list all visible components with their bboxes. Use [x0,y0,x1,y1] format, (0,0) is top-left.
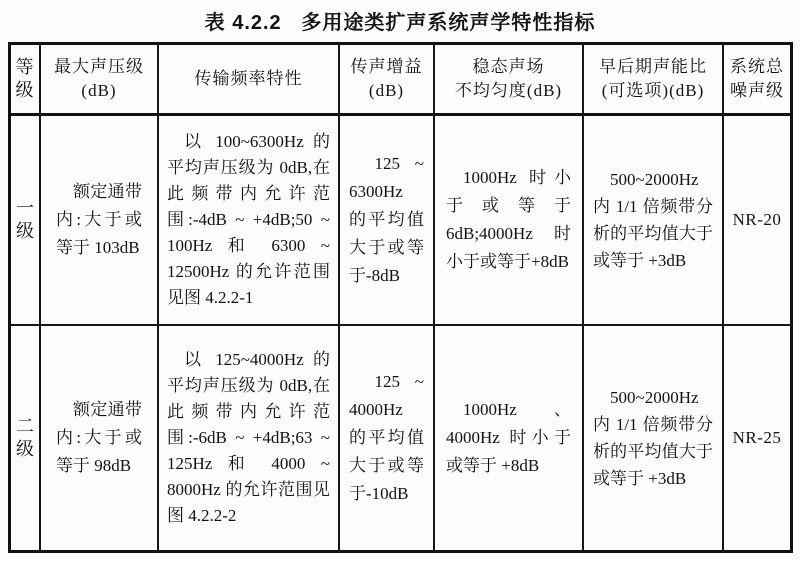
header-cell-freq-response: 传输频率特性 [159,45,340,116]
cell-system-noise-2: NR-25 [732,428,782,447]
cell-freq-response-2: 以 125~4000Hz 的平均声压级为 0dB,在此频带内允许范围:-6dB ~ +4dB;63 ~ 125Hz 和 4000 ~ 8000Hz 的允许范围见图 4.2.2-2 [159,326,340,550]
header-cell-grade [11,45,41,116]
cell-early-late-ratio-2: 500~2000Hz 内 1/1 倍频带分析的平均值大于或等于 +3dB [584,326,724,550]
table-title: 表 4.2.2 多用途类扩声系统声学特性指标 [204,12,596,34]
cell-gain-2: 125 ~ 4000Hz 的平均值大于或等于-10dB [340,326,435,550]
header-grade-line2: 级 [15,80,35,100]
cell-early-late-ratio-1: 500~2000Hz 内 1/1 倍频带分析的平均值大于或等于 +3dB [584,116,724,326]
cell-uniformity-1: 1000Hz 时小于或等于 6dB;4000Hz 时小于或等于+8dB [435,116,584,326]
cell-freq-response-1: 以 100~6300Hz 的平均声压级为 0dB,在此频带内允许范围:-4dB ~ +4dB;50 ~ 100Hz 和 6300 ~ 12500Hz 的允许范围见图 4.2.2-1 [159,116,340,326]
cell-max-spl-2: 额定通带内:大于或等于 98dB [41,326,159,550]
header-cell-system-noise: 系统总 噪声级 [724,45,790,116]
header-cell-early-late-ratio: 早后期声能比 (可选项)(dB) [584,45,724,116]
header-cell-gain: 传声增益 (dB) [340,45,435,116]
cell-gain-1: 125 ~ 6300Hz 的平均值大于或等于-8dB [340,116,435,326]
header-cell-max-spl: 最大声压级 (dB) [41,45,159,116]
cell-uniformity-2: 1000Hz、4000Hz 时小于或等于 +8dB [435,326,584,550]
cell-max-spl-1: 额定通带内:大于或等于 103dB [41,116,159,326]
cell-grade-1: 一 级 [11,116,41,326]
acoustic-characteristics-table [8,42,793,553]
header-grade-line1: 等 [15,57,35,77]
cell-system-noise-1: NR-20 [724,116,790,326]
header-cell-uniformity: 稳态声场 不均匀度(dB) [435,45,584,116]
cell-grade-2: 二 级 [11,326,41,550]
